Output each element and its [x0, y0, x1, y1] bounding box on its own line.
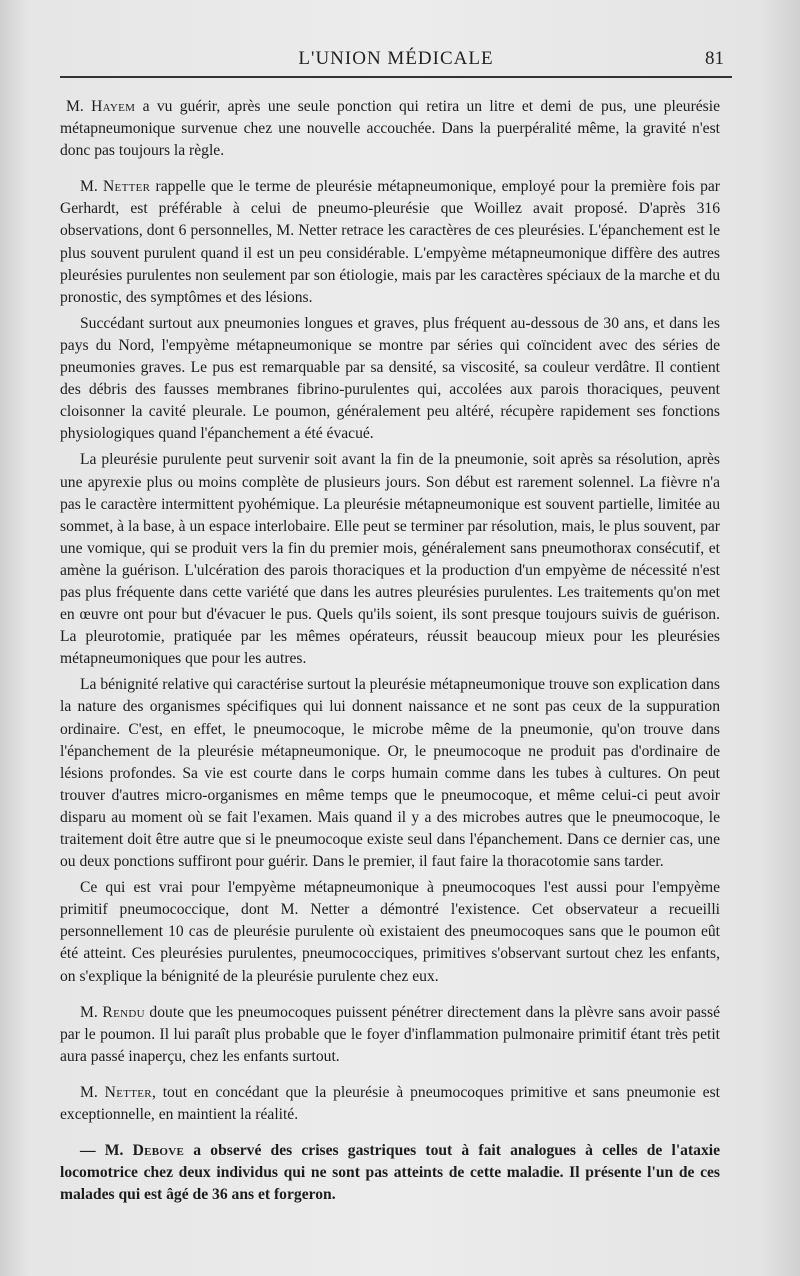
paragraph-succedant: Succédant surtout aux pneumonies longues et graves, plus fréquent au-dessous de 30 ans, et dans les pays du Nord, l'empyème métapneumonique se montre par séries qui coïncident avec des séries de pneumonies graves. Le pus est remarquable par sa densité, sa viscosité, sa couleur verdâtre. Il contient des débris des fausses membranes fibrino-purulentes qui, accolées aux parois thoraciques, peuvent cloisonner la cavité pleurale. Le poumon, généralement peu altéré, récupère rapidement ses fonctions physiologiques quand l'épanchement a été évacué.: [60, 314, 720, 443]
running-title: L'UNION MÉDICALE: [298, 48, 494, 69]
paragraph-netter-reply: M. Netter, tout en concédant que la pleurésie à pneumocoques primitive et sans pneumonie est exceptionnelle, en maintient la réalité.: [60, 1083, 720, 1124]
page-number: 81: [705, 48, 724, 69]
paragraph-empyeme-primitif: Ce qui est vrai pour l'empyème métapneumonique à pneumocoques l'est aussi pour l'empyème primitif pneumococcique, dont M. Netter a démontré l'existence. Cet observateur a recueilli personnellement 10 cas de pleurésie purulente où existaient des pneumocoques sans que le poumon eût été atteint. Ces pleurésies purulentes, pneumococciques, primitives s'observant surtout chez les enfants, on s'explique la bénignité de la pleurésie purulente chez eux.: [60, 879, 720, 985]
paragraph-spacer: [60, 1072, 720, 1082]
paragraph-spacer: [60, 992, 720, 1002]
paragraph-pleuresie-purulente: La pleurésie purulente peut survenir soit avant la fin de la pneumonie, soit après sa résolution, après une apyrexie plus ou moins complète de plusieurs jours. Son début est rarement solennel. La fièvre n'a pas le caractère intermittent pyohémique. La pleurésie métapneumonique est souvent partielle, limitée au sommet, à la base, à un espace interlobaire. Elle peut se terminer par résolution, mais, le plus souvent, par une vomique, qui se produit vers la fin du premier mois, généralement sans pneumothorax consécutif, et amène la guérison. L'ulcération des parois thoraciques et la production d'un empyème de nécessité n'est pas plus fréquente dans cette variété que dans les autres pleurésies purulentes. Les traitements qu'on met en œuvre ont pour but d'évacuer le pus. Quels qu'ils soient, ils sont presque toujours suivis de guérison. La pleurotomie, pratiquée par les mêmes opérateurs, réussit beaucoup mieux pour les pleurésies métapneumoniques que pour les autres.: [60, 451, 720, 668]
speaker-name: Netter: [104, 1083, 152, 1101]
paragraph-benignite: La bénignité relative qui caractérise surtout la pleurésie métapneumonique trouve son explication dans la nature des organismes spécifiques qui lui donnent naissance et ne sont pas ceux de la suppuration ordinaire. C'est, en effet, le pneumocoque, le microbe même de la pneumonie, qu'on trouve dans l'épanchement de la pleurésie métapneumonique. Or, le pneumocoque ne produit pas d'ordinaire de lésions profondes. Sa vie est courte dans le corps humain comme dans les tubes à cultures. On peut trouver d'autres micro-organismes en même temps que le pneumocoque, et même celui-ci peut avoir disparu au moment où se fait l'examen. Mais quand il y a des microbes autres que le pneumocoque, le traitement doit être autre que si le pneumocoque existe seul dans l'épanchement. Dans ce dernier cas, une ou deux ponctions suffiront pour guérir. Dans le premier, il faut faire la thoracotomie sans tarder.: [60, 676, 720, 871]
paragraph-rendu: M. Rendu doute que les pneumocoques puissent pénétrer directement dans la plèvre sans avoir passé par le poumon. Il lui paraît plus probable que le foyer d'inflammation pulmonaire primitif étant très petit aura passé inaperçu, chez les enfants surtout.: [60, 1003, 720, 1065]
speaker-name: Debove: [132, 1142, 185, 1160]
header-rule: [60, 76, 732, 78]
paragraph-spacer: [60, 1130, 720, 1140]
page-header: [60, 44, 732, 84]
speaker-name: Netter: [103, 178, 151, 196]
paragraph-netter-intro: M. Netter rappelle que le terme de pleurésie métapneumonique, employé pour la première fois par Gerhardt, est préférable à celui de pneumo-pleurésie que Woillez avait proposé. D'après 316 observations, dont 6 personnelles, M. Netter retrace les caractères de ces pleurésies. L'épanchement est le plus souvent purulent quand il est un peu considérable. L'empyème métapneumonique diffère des autres pleurésies purulentes non seulement par son étiologie, mais par les caractères spéciaux de la marche et du pronostic, des symptômes et des lésions.: [60, 178, 720, 306]
paragraph-spacer: [60, 166, 720, 176]
paragraph-hayem: M. Hayem a vu guérir, après une seule ponction qui retira un litre et demi de pus, une pleurésie métapneumonique survenue chez une nouvelle accouchée. Dans la puerpéralité même, la gravité n'est donc pas toujours la règle.: [60, 98, 721, 160]
paragraph-debove: — M. Debove a observé des crises gastriques tout à fait analogues à celles de l'ataxie locomotrice chez deux individus qui ne sont pas atteints de cette maladie. Il présente l'un de ces malades qui est âgé de 36 ans et forgeron.: [60, 1142, 721, 1204]
speaker-name: Hayem: [91, 98, 136, 115]
article-body: [60, 96, 720, 1210]
speaker-name: Rendu: [102, 1003, 145, 1021]
